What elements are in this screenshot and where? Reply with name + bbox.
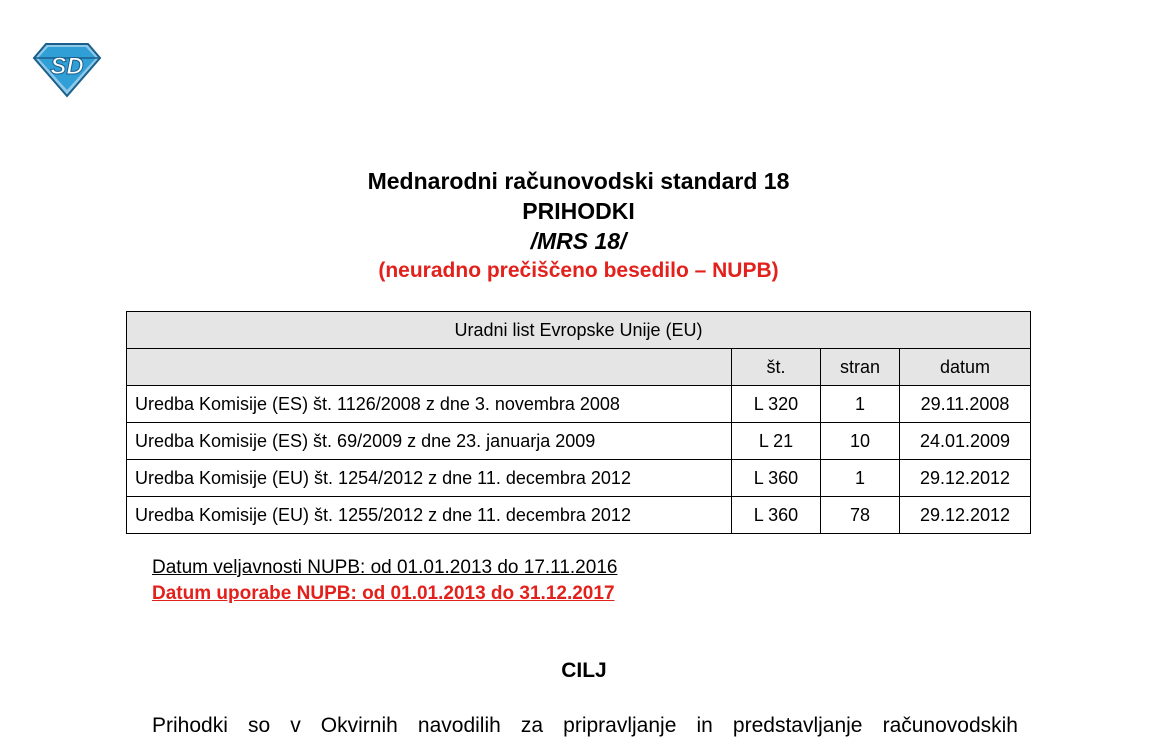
cell-date: 24.01.2009 <box>900 423 1031 460</box>
title-line-3: /MRS 18/ <box>530 228 627 254</box>
cell-number: L 360 <box>732 497 821 534</box>
header-regulation <box>127 349 732 386</box>
header-page: stran <box>821 349 900 386</box>
diamond-logo-icon <box>30 40 104 98</box>
section-heading: CILJ <box>561 659 607 682</box>
nupb-dates <box>152 555 617 607</box>
cell-number: L 360 <box>732 460 821 497</box>
title-line-1: Mednarodni računovodski standard 18 <box>367 168 790 194</box>
cell-regulation: Uredba Komisije (ES) št. 69/2009 z dne 23. januarja 2009 <box>127 423 732 460</box>
validity-date: Datum veljavnosti NUPB: od 01.01.2013 do 17.11.2016 <box>152 557 618 578</box>
table-caption-row <box>127 312 1031 349</box>
table-row <box>127 386 1031 423</box>
body-paragraph: Prihodki so v Okvirnih navodilih za pripravljanje in predstavljanje računovodskih <box>152 714 1018 737</box>
cell-number: L 21 <box>732 423 821 460</box>
cell-regulation: Uredba Komisije (EU) št. 1255/2012 z dne 11. decembra 2012 <box>127 497 732 534</box>
table-row <box>127 460 1031 497</box>
cell-page: 78 <box>821 497 900 534</box>
cell-page: 1 <box>821 460 900 497</box>
usage-date: Datum uporabe NUPB: od 01.01.2013 do 31.12.2017 <box>152 583 615 604</box>
header-number: št. <box>732 349 821 386</box>
cell-regulation: Uredba Komisije (EU) št. 1254/2012 z dne 11. decembra 2012 <box>127 460 732 497</box>
title-line-2: PRIHODKI <box>522 198 635 224</box>
title-subtitle: (neuradno prečiščeno besedilo – NUPB) <box>378 259 779 282</box>
cell-page: 1 <box>821 386 900 423</box>
cell-page: 10 <box>821 423 900 460</box>
cell-date: 29.11.2008 <box>900 386 1031 423</box>
table-header-row <box>127 349 1031 386</box>
cell-date: 29.12.2012 <box>900 497 1031 534</box>
official-journal-table <box>126 311 1031 534</box>
logo-text: SD <box>50 53 84 80</box>
header-date: datum <box>900 349 1031 386</box>
table-row <box>127 423 1031 460</box>
cell-number: L 320 <box>732 386 821 423</box>
cell-regulation: Uredba Komisije (ES) št. 1126/2008 z dne 3. novembra 2008 <box>127 386 732 423</box>
table-row <box>127 497 1031 534</box>
cell-date: 29.12.2012 <box>900 460 1031 497</box>
document-title <box>0 166 1157 286</box>
table-caption: Uradni list Evropske Unije (EU) <box>127 312 1031 349</box>
